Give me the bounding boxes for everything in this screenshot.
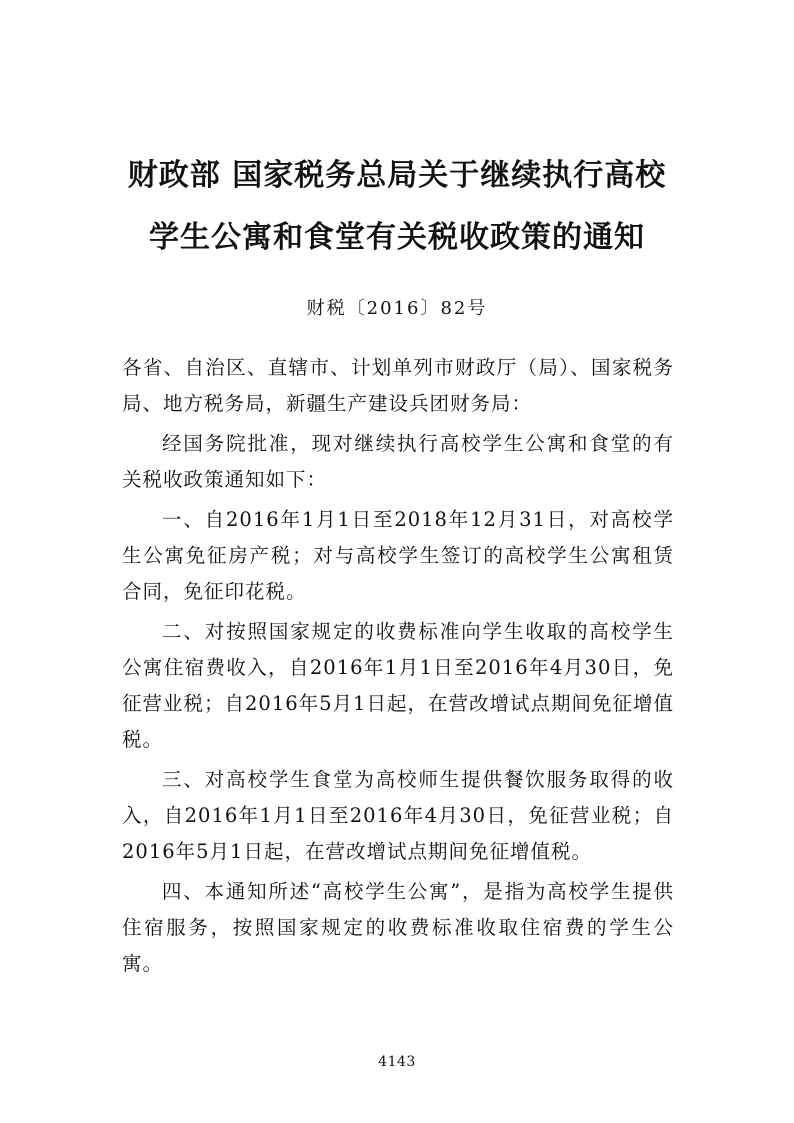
body-paragraph-2: 二、对按照国家规定的收费标准向学生收取的高校学生公寓住宿费收入，自2016年1月1日至2016年4月30日，免征营业税；自2016年5月1日起，在营改增试点期间免征增值税。: [122, 620, 674, 751]
document-title-line-2: 学生公寓和食堂有关税收政策的通知: [149, 220, 645, 255]
body-paragraph-intro: 经国务院批准，现对继续执行高校学生公寓和食堂的有关税收政策通知如下：: [122, 432, 674, 491]
document-title-line-1: 财政部 国家税务总局关于继续执行高校: [127, 158, 667, 193]
page-number: 4143: [378, 1054, 416, 1070]
body-paragraph-3: 三、对高校学生食堂为高校师生提供餐饮服务取得的收入，自2016年1月1日至2016年4月30日，免征营业税；自2016年5月1日起，在营改增试点期间免征增值税。: [122, 768, 674, 863]
document-number: 财税〔2016〕82号: [306, 298, 488, 319]
addressee-paragraph: 各省、自治区、直辖市、计划单列市财政厅（局）、国家税务局、地方税务局，新疆生产建设兵团财务局：: [122, 356, 674, 415]
body-paragraph-4: 四、本通知所述“高校学生公寓”，是指为高校学生提供住宿服务，按照国家规定的收费标准收取住宿费的学生公寓。: [122, 880, 674, 975]
document-body: [122, 350, 674, 986]
body-paragraph-1: 一、自2016年1月1日至2018年12月31日，对高校学生公寓免征房产税；对与高校学生签订的高校学生公寓租赁合同，免征印花税。: [122, 508, 674, 603]
